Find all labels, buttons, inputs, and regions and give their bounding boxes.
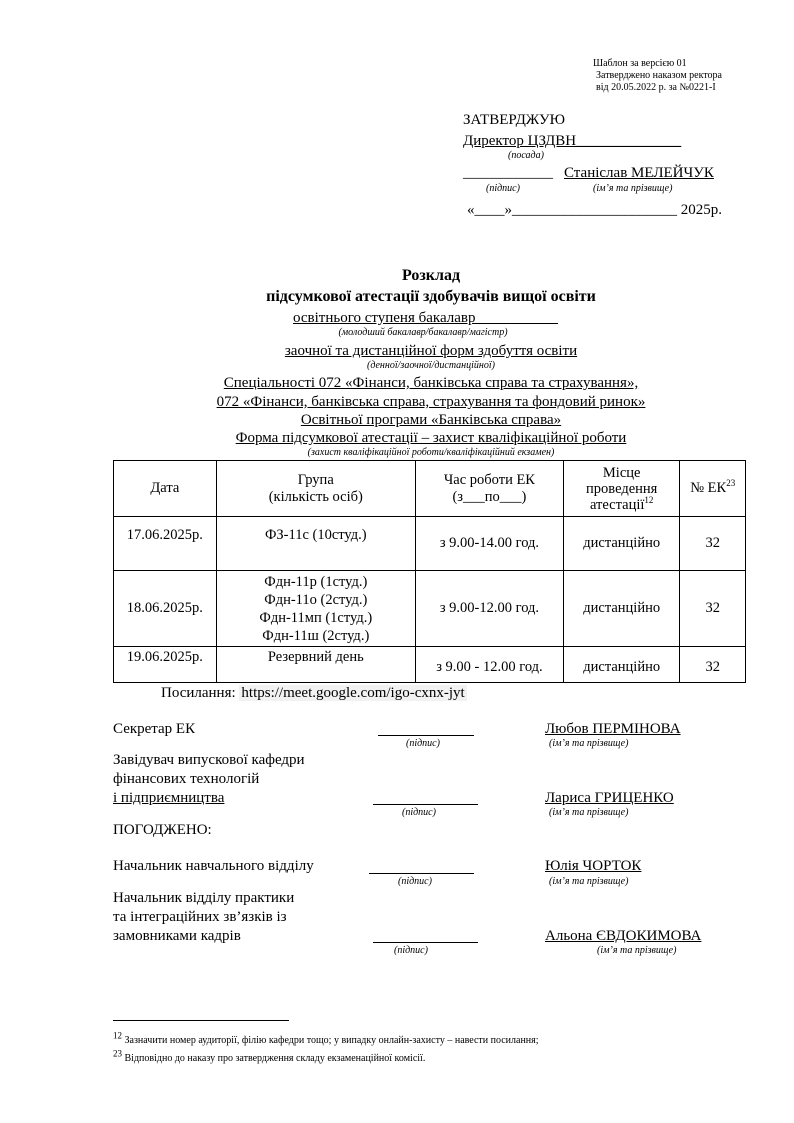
approver-name: Станіслав МЕЛЕЙЧУК [564, 165, 714, 181]
study-form-note: (денної/заочної/дистанційної) [366, 360, 495, 371]
specialty-line2: 072 «Фінанси, банківська справа, страхування та фондовий ринок» [216, 394, 646, 410]
education-name-note: (ім’я та прізвище) [549, 876, 629, 887]
row-date: 17.06.2025р. [114, 517, 217, 571]
practice-signature-line [373, 942, 478, 943]
header-date: Дата [114, 461, 217, 517]
row-groups: ФЗ-11с (10студ.) [216, 517, 415, 571]
attestation-form: Форма підсумкової атестації – захист кваліфікаційної роботи [235, 430, 627, 446]
practice-name-note: (ім’я та прізвище) [597, 945, 677, 956]
practice-role-line1: Начальник відділу практики [113, 890, 295, 906]
page-title: Розклад [401, 267, 461, 284]
head-role-line3: і підприємництва [113, 790, 225, 806]
education-name: Юлія ЧОРТОК [545, 858, 642, 874]
head-role-line1: Завідувач випускової кафедри [113, 752, 305, 768]
education-program: Освітньої програми «Банківська справа» [300, 412, 562, 428]
footnote-1: $^{12}$ Зазначити номер аудиторії, філію кафедри тощо; у випадку онлайн-захисту – навести посилання; [113, 1030, 539, 1046]
approve-position: Директор ЦЗДВН______________ [463, 133, 682, 149]
footnote-separator [113, 1020, 289, 1021]
template-order: від 20.05.2022 р. за №0221-І [596, 82, 716, 93]
education-signature-line [369, 873, 474, 874]
page-subtitle: підсумкової атестації здобувачів вищої освіти [266, 288, 596, 305]
position-note: (посада) [508, 150, 544, 161]
link-label: Посилання: [161, 685, 236, 701]
signature-note: (підпис) [486, 183, 520, 194]
name-note: (ім’я та прізвище) [593, 183, 673, 194]
education-signature-note: (підпис) [398, 876, 432, 887]
template-approved: Затверджено наказом ректора [596, 70, 722, 81]
link-row [161, 684, 467, 702]
head-name-note: (ім’я та прізвище) [549, 807, 629, 818]
table-row [114, 517, 746, 571]
row-place: дистанційно [563, 571, 679, 647]
approve-title: ЗАТВЕРДЖУЮ [463, 112, 566, 128]
header-group: Група (кількість осіб) [216, 461, 415, 517]
table-row [114, 571, 746, 647]
secretary-name: Любов ПЕРМІНОВА [545, 721, 681, 737]
approve-date-line: «____»______________________ 2025р. [467, 202, 722, 218]
footnote-2: $^{23}$ Відповідно до наказу про затвердження складу екзаменаційної комісії. [113, 1048, 426, 1064]
practice-role-line2: та інтеграційних зв’язків із [113, 909, 287, 925]
degree: освітнього ступеня бакалавр [293, 310, 476, 326]
row-ek: 32 [680, 647, 746, 683]
degree-note: (молодший бакалавр/бакалавр/магістр) [338, 327, 508, 338]
row-time: з 9.00-12.00 год. [415, 571, 563, 647]
row-date: 19.06.2025р. [114, 647, 217, 683]
row-time: з 9.00-14.00 год. [415, 517, 563, 571]
row-ek: 32 [680, 571, 746, 647]
practice-role-line3: замовниками кадрів [113, 928, 241, 944]
row-date: 18.06.2025р. [114, 571, 217, 647]
attestation-form-note: (захист кваліфікаційної роботи/кваліфікаційний екзамен) [307, 447, 555, 458]
secretary-signature-note: (підпис) [406, 738, 440, 749]
head-signature-note: (підпис) [402, 807, 436, 818]
agreed-label: ПОГОДЖЕНО: [113, 822, 212, 838]
header-ek: № ЕК$^{23}$ [680, 461, 746, 517]
row-groups: Фдн-11р (1студ.) Фдн-11о (2студ.) Фдн-11мп (1студ.) Фдн-11ш (2студ.) [216, 571, 415, 647]
table-header-row [114, 461, 746, 517]
head-role-line2: фінансових технологій [113, 771, 260, 787]
secretary-role: Секретар ЕК [113, 721, 196, 737]
header-place: Місце проведення атестації$^{12}$ [563, 461, 679, 517]
practice-signature-note: (підпис) [394, 945, 428, 956]
secretary-signature-line [378, 735, 474, 736]
secretary-name-note: (ім’я та прізвище) [549, 738, 629, 749]
header-time: Час роботи ЕК (з___по___) [415, 461, 563, 517]
schedule-table [113, 460, 746, 683]
practice-name: Альона ЄВДОКИМОВА [545, 928, 702, 944]
study-form: заочної та дистанційної форм здобуття освіти [284, 343, 578, 359]
signature-blank: ____________ [463, 165, 553, 181]
row-place: дистанційно [563, 647, 679, 683]
row-ek: 32 [680, 517, 746, 571]
education-role: Начальник навчального відділу [113, 858, 314, 874]
template-version: Шаблон за версією 01 [593, 58, 687, 69]
row-groups: Резервний день [216, 647, 415, 683]
specialty-line1: Спеціальності 072 «Фінанси, банківська справа та страхування», [223, 375, 639, 391]
row-time: з 9.00 - 12.00 год. [415, 647, 563, 683]
table-row [114, 647, 746, 683]
meeting-link[interactable]: https://meet.google.com/igo-cxnx-jyt [241, 685, 465, 701]
row-place: дистанційно [563, 517, 679, 571]
head-name: Лариса ГРИЦЕНКО [545, 790, 674, 806]
head-signature-line [373, 804, 478, 805]
